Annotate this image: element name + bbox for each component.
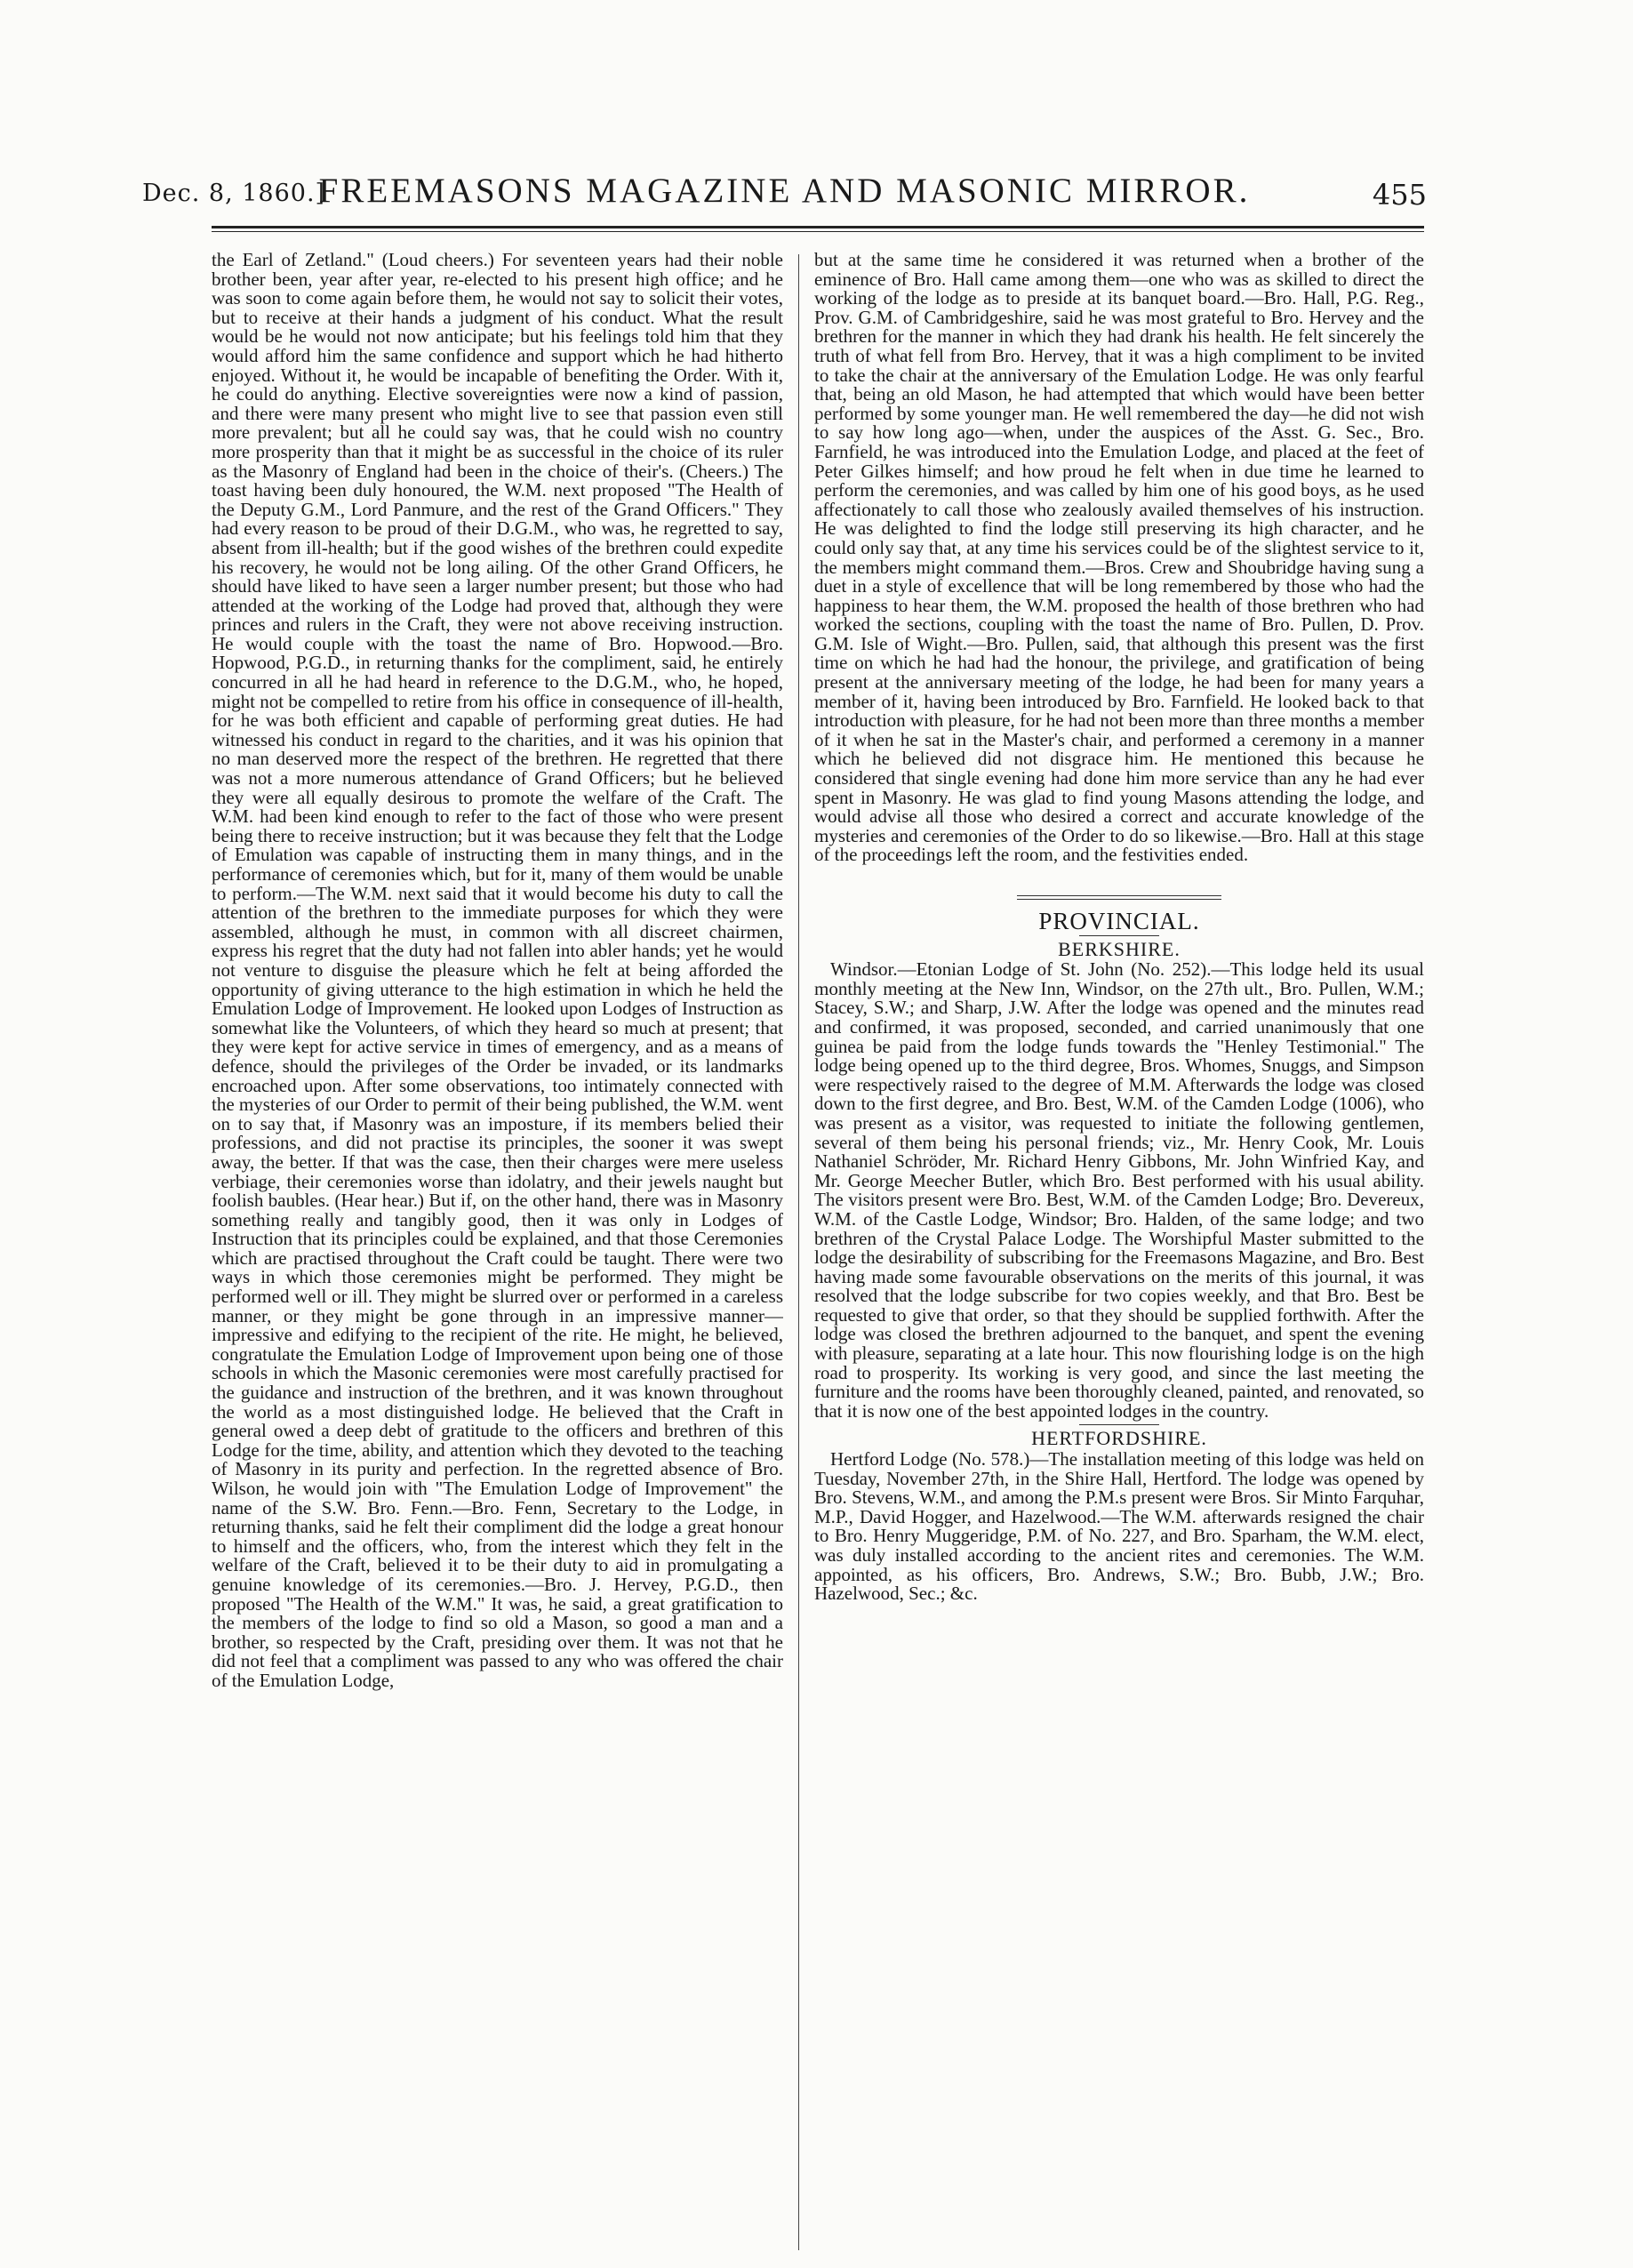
- section-separator: [1017, 895, 1221, 900]
- heading-rule: [1079, 935, 1159, 936]
- masthead-rule: [212, 226, 1424, 228]
- left-column: [212, 251, 783, 2251]
- masthead: [142, 158, 1427, 220]
- masthead-rule-thin: [212, 231, 1424, 232]
- page-number: 455: [1372, 178, 1427, 212]
- issue-date: Dec. 8, 1860.]: [142, 180, 326, 207]
- publication-title: FREEMASONS MAGAZINE AND MASONIC MIRROR.: [318, 172, 1251, 210]
- subheading-berkshire: BERKSHIRE.: [1058, 937, 1181, 960]
- article-paragraph: but at the same time he considered it was returned when a brother of the eminence of Bro. Hall came among them—one who was as skilled to direct the working of the lodge as to preside at its banquet board.—Bro. Hall, P.G. Reg., Prov. G.M. of Cambridgeshire, said he was most grateful to Bro. Hervey and the brethren for the manner in which they had drank his health. He felt sincerely the truth of what fell from Bro. Hervey, that it was a high compliment to be invited to take the chair at the anniversary of the Emulation Lodge. He was only fearful that, being an old Mason, he had attempted that which would have been better performed by some younger man. He well remembered the day—he did not wish to say how long ago—when, under the auspices of the Asst. G. Sec., Bro. Farnfield, he was introduced into the Emulation Lodge, and placed at the feet of Peter Gilkes himself; and how proud he felt when in due time he learned to perform the ceremonies, and was called by him one of his good boys, as he used affectionately to call those who zealously availed themselves of his instruction. He was delighted to find the lodge still preserving its high character, and he could only say that, at any time his services could be of the slightest service to it, the members might command them.—Bros. Crew and Shoubridge having sung a duet in a style of excellence that will be long remembered by those who had the happiness to hear them, the W.M. proposed the health of those brethren who had worked the sections, coupling with the toast the name of Bro. Pullen, D. Prov. G.M. Isle of Wight.—Bro. Pullen, said, that although this present was the first time on which he had had the honour, the privilege, and gratification of being present at the anniversary meeting of the lodge, he had been for many years a member of it, having been introduced by Bro. Farnfield. He looked back to that introduction with pleasure, for he had not been more than three months a member of it when he sat in the Master's chair, and performed a ceremony in a manner which he believed did not disgrace him. He mentioned this because he considered that single evening had done him more service than any he had ever spent in Masonry. He was glad to find young Masons attending the lodge, and would advise all those who desired a correct and accurate knowledge of the mysteries and ceremonies of the Order to do so likewise.—Bro. Hall at this stage of the proceedings left the room, and the festivities ended.: [814, 251, 1424, 866]
- article-paragraph: the Earl of Zetland." (Loud cheers.) For seventeen years had their noble brother been, year after year, re-elected to his present high office; and he was soon to come again before them, he would not say to solicit their votes, but to receive at their hands a judgment of his conduct. What the result would be he would not now anticipate; but his feelings told him that they would afford him the same confidence and support which he had hitherto enjoyed. Without it, he would be incapable of benefiting the Order. With it, he could do anything. Elective sovereignties were now a kind of passion, and there were many present who might live to see that passion even still more prevalent; but all he could say was, that he could wish no country more prosperity than that it might be as successful in the choice of its ruler as the Masonry of England had been in the choice of their's. (Cheers.) The toast having been duly honoured, the W.M. next proposed "The Health of the Deputy G.M., Lord Panmure, and the rest of the Grand Officers." They had every reason to be proud of their D.G.M., who was, he regretted to say, absent from ill-health; but if the good wishes of the brethren could expedite his recovery, he would not be long ailing. Of the other Grand Officers, he should have liked to have seen a larger number present; but those who had attended at the working of the Lodge had proved that, although they were princes and rulers in the Craft, they were not above receiving instruction. He would couple with the toast the name of Bro. Hopwood.—Bro. Hopwood, P.G.D., in returning thanks for the compliment, said, he entirely concurred in all he had heard in reference to the D.G.M., who, he hoped, might not be compelled to retire from his office in consequence of ill-health, for he was both efficient and capable of performing great duties. He had witnessed his conduct in regard to the charities, and it was his opinion that no man deserved more the respect of the brethren. He regretted that there was not a more numerous attendance of Grand Officers; but he believed they were all equally desirous to promote the welfare of the Craft. The W.M. had been kind enough to refer to the fact of those who were present being there to receive instruction; but it was because they felt that the Lodge of Emulation was capable of instructing them in many things, and in the performance of ceremonies which, but for it, many of them would be unable to perform.—The W.M. next said that it would become his duty to call the attention of the brethren to the immediate purposes for which they were assembled, although he must, in common with all discreet chairmen, express his regret that the duty had not fallen into abler hands; yet he would not venture to disguise the pleasure which he felt at being afforded the opportunity of giving utterance to the high estimation in which he held the Emulation Lodge of Improvement. He looked upon Lodges of Instruction as somewhat like the Volunteers, of which they heard so much at present; that they were kept for active service in times of emergency, and as a means of defence, should the privileges of the Order be invaded, or its landmarks encroached upon. After some observations, too intimately connected with the mysteries of our Order to permit of their being published, the W.M. went on to say that, if Masonry was an imposture, if its members belied their professions, and did not practise its principles, the sooner it was swept away, the better. If that was the case, then their charges were mere useless verbiage, their ceremonies worse than idolatry, and their jewels naught but foolish baubles. (Hear hear.) But if, on the other hand, there was in Masonry something really and tangibly good, then it was only in Lodges of Instruction that its principles could be explained, and that those Ceremonies which are practised throughout the Craft could be taught. There were two ways in which those ceremonies might be performed. They might be performed well or ill. They might be slurred over or performed in a careless manner, or they might be gone through in an impressive manner—impressive and edifying to the recipient of the rite. He might, he believed, congratulate the Emulation Lodge of Improvement upon being one of those schools in which the Masonic ceremonies were most carefully practised for the guidance and instruction of the brethren, and it was known throughout the world as a most distinguished lodge. He believed that the Craft in general owed a deep debt of gratitude to the officers and brethren of this Lodge for the time, ability, and attention which they devoted to the teaching of Masonry in its purity and perfection. In the regretted absence of Bro. Wilson, he would join with "The Emulation Lodge of Improvement" the name of the S.W. Bro. Fenn.—Bro. Fenn, Secretary to the Lodge, in returning thanks, said he felt their compliment did the lodge a great honour to himself and the officers, who, from the interest which they felt in the welfare of the Craft, believed it to be their duty to aid in promulgating a genuine knowledge of its ceremonies.—Bro. J. Hervey, P.G.D., then proposed "The Health of the W.M." It was, he said, a great gratification to the members of the lodge to find so old a Mason, so good a man and a brother, so respected by the Craft, presiding over them. It was not that he did not feel that a compliment was passed to any who was offered the chair of the Emulation Lodge,: [212, 251, 783, 1691]
- column-divider: [798, 254, 799, 2250]
- subheading-hertfordshire: HERTFORDSHIRE.: [1031, 1427, 1207, 1450]
- berkshire-report: Windsor.—Etonian Lodge of St. John (No. 252).—This lodge held its usual monthly meeting at the New Inn, Windsor, on the 27th ult., Bro. Pullen, W.M.; Stacey, S.W.; and Sharp, J.W. After the lodge was opened and the minutes read and confirmed, it was proposed, seconded, and carried unanimously that one guinea be paid from the lodge funds towards the "Henley Testimonial." The lodge being opened up to the third degree, Bros. Whomes, Snuggs, and Simpson were respectively raised to the degree of M.M. Afterwards the lodge was closed down to the first degree, and Bro. Best, W.M. of the Camden Lodge (1006), who was present as a visitor, was requested to initiate the following gentlemen, several of them being his personal friends; viz., Mr. Henry Cook, Mr. Louis Nathaniel Schröder, Mr. Richard Henry Gibbons, Mr. John Winfried Kay, and Mr. George Meecher Butler, which Bro. Best performed with his usual ability. The visitors present were Bro. Best, W.M. of the Camden Lodge; Bro. Devereux, W.M. of the Castle Lodge, Windsor; Bro. Halden, of the same lodge; and two brethren of the Crystal Palace Lodge. The Worshipful Master submitted to the lodge the desirability of subscribing for the Freemasons Magazine, and Bro. Best having made some favourable observations on the merits of this journal, it was resolved that the lodge subscribe for two copies weekly, and that Bro. Best be requested to give that order, so that they should be supplied forthwith. After the lodge was closed the brethren adjourned to the banquet, and spent the evening with pleasure, separating at a late hour. This now flourishing lodge is on the high road to prosperity. Its working is very good, and since the last meeting the furniture and the rooms have been thoroughly cleaned, painted, and renovated, so that it is now one of the best appointed lodges in the country.: [814, 958, 1424, 1422]
- section-heading-provincial: PROVINCIAL.: [1038, 908, 1200, 934]
- hertfordshire-report: Hertford Lodge (No. 578.)—The installation meeting of this lodge was held on Tuesday, November 27th, in the Shire Hall, Hertford. The lodge was opened by Bro. Stevens, W.M., and among the P.M.s present were Bros. Sir Minto Farquhar, M.P., David Hogger, and Hazelwood.—The W.M. afterwards resigned the chair to Bro. Henry Muggeridge, P.M. of No. 227, and Bro. Sparham, the W.M. elect, was duly installed according to the ancient rites and ceremonies. The W.M. appointed, as his officers, Bro. Andrews, S.W.; Bro. Bubb, J.W.; Bro. Hazelwood, Sec.; &c.: [814, 1448, 1424, 1605]
- right-column: [814, 251, 1424, 2251]
- heading-rule: [1079, 1424, 1159, 1425]
